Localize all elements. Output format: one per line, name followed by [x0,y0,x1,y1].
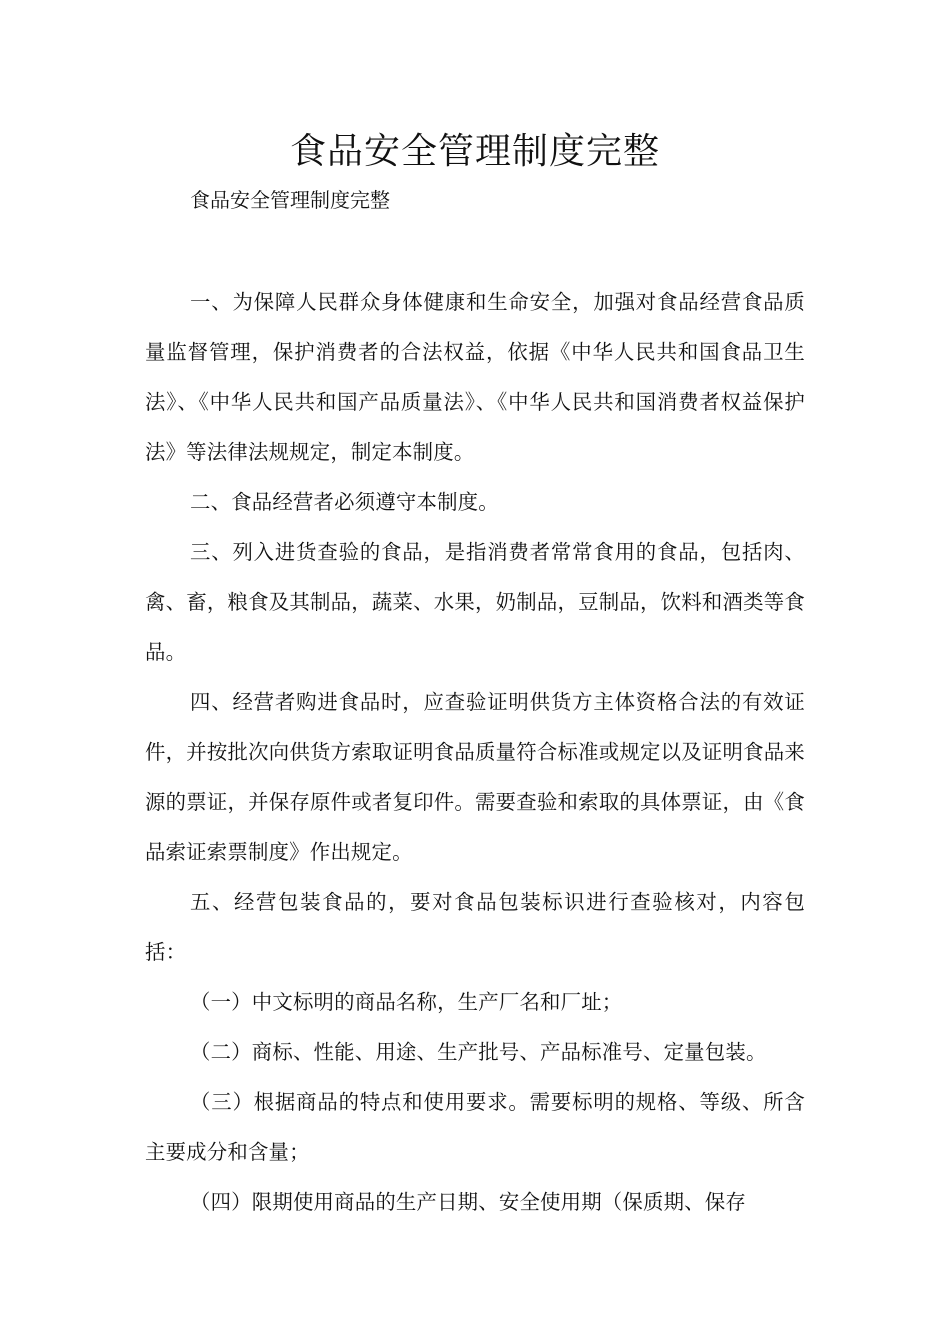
paragraph-5-item-4: （四）限期使用商品的生产日期、安全使用期（保质期、保存 [190,1190,746,1214]
document-title: 食品安全管理制度完整 [289,131,660,172]
paragraph-3: 三、列入进货查验的食品，是指消费者常常食用的食品，包括肉、禽、畜，粮食及其制品，蔬菜、水果，奶制品，豆制品，饮料和酒类等食品。 [145,540,805,664]
paragraph-5: 五、经营包装食品的，要对食品包装标识进行查验核对，内容包括： [145,890,805,964]
paragraph-5-item-3: （三）根据商品的特点和使用要求。需要标明的规格、等级、所含主要成分和含量； [145,1090,805,1164]
paragraph-5-item-2: （二）商标、性能、用途、生产批号、产品标准号、定量包装。 [190,1040,767,1064]
paragraph-1: 一、为保障人民群众身体健康和生命安全，加强对食品经营食品质量监督管理，保护消费者的合法权益，依据《中华人民共和国食品卫生法》、《中华人民共和国产品质量法》、《中华人民共和国消费者权益保护法》等法律法规规定，制定本制度。 [145,290,805,464]
paragraph-4: 四、经营者购进食品时，应查验证明供货方主体资格合法的有效证件，并按批次向供货方索取证明食品质量符合标准或规定以及证明食品来源的票证，并保存原件或者复印件。需要查验和索取的具体票证，由《食品索证索票制度》作出规定。 [145,690,805,864]
document-subtitle: 食品安全管理制度完整 [190,188,390,212]
paragraph-2: 二、食品经营者必须遵守本制度。 [190,490,499,514]
paragraph-5-item-1: （一）中文标明的商品名称，生产厂名和厂址； [190,990,623,1014]
document-body [145,277,805,1227]
